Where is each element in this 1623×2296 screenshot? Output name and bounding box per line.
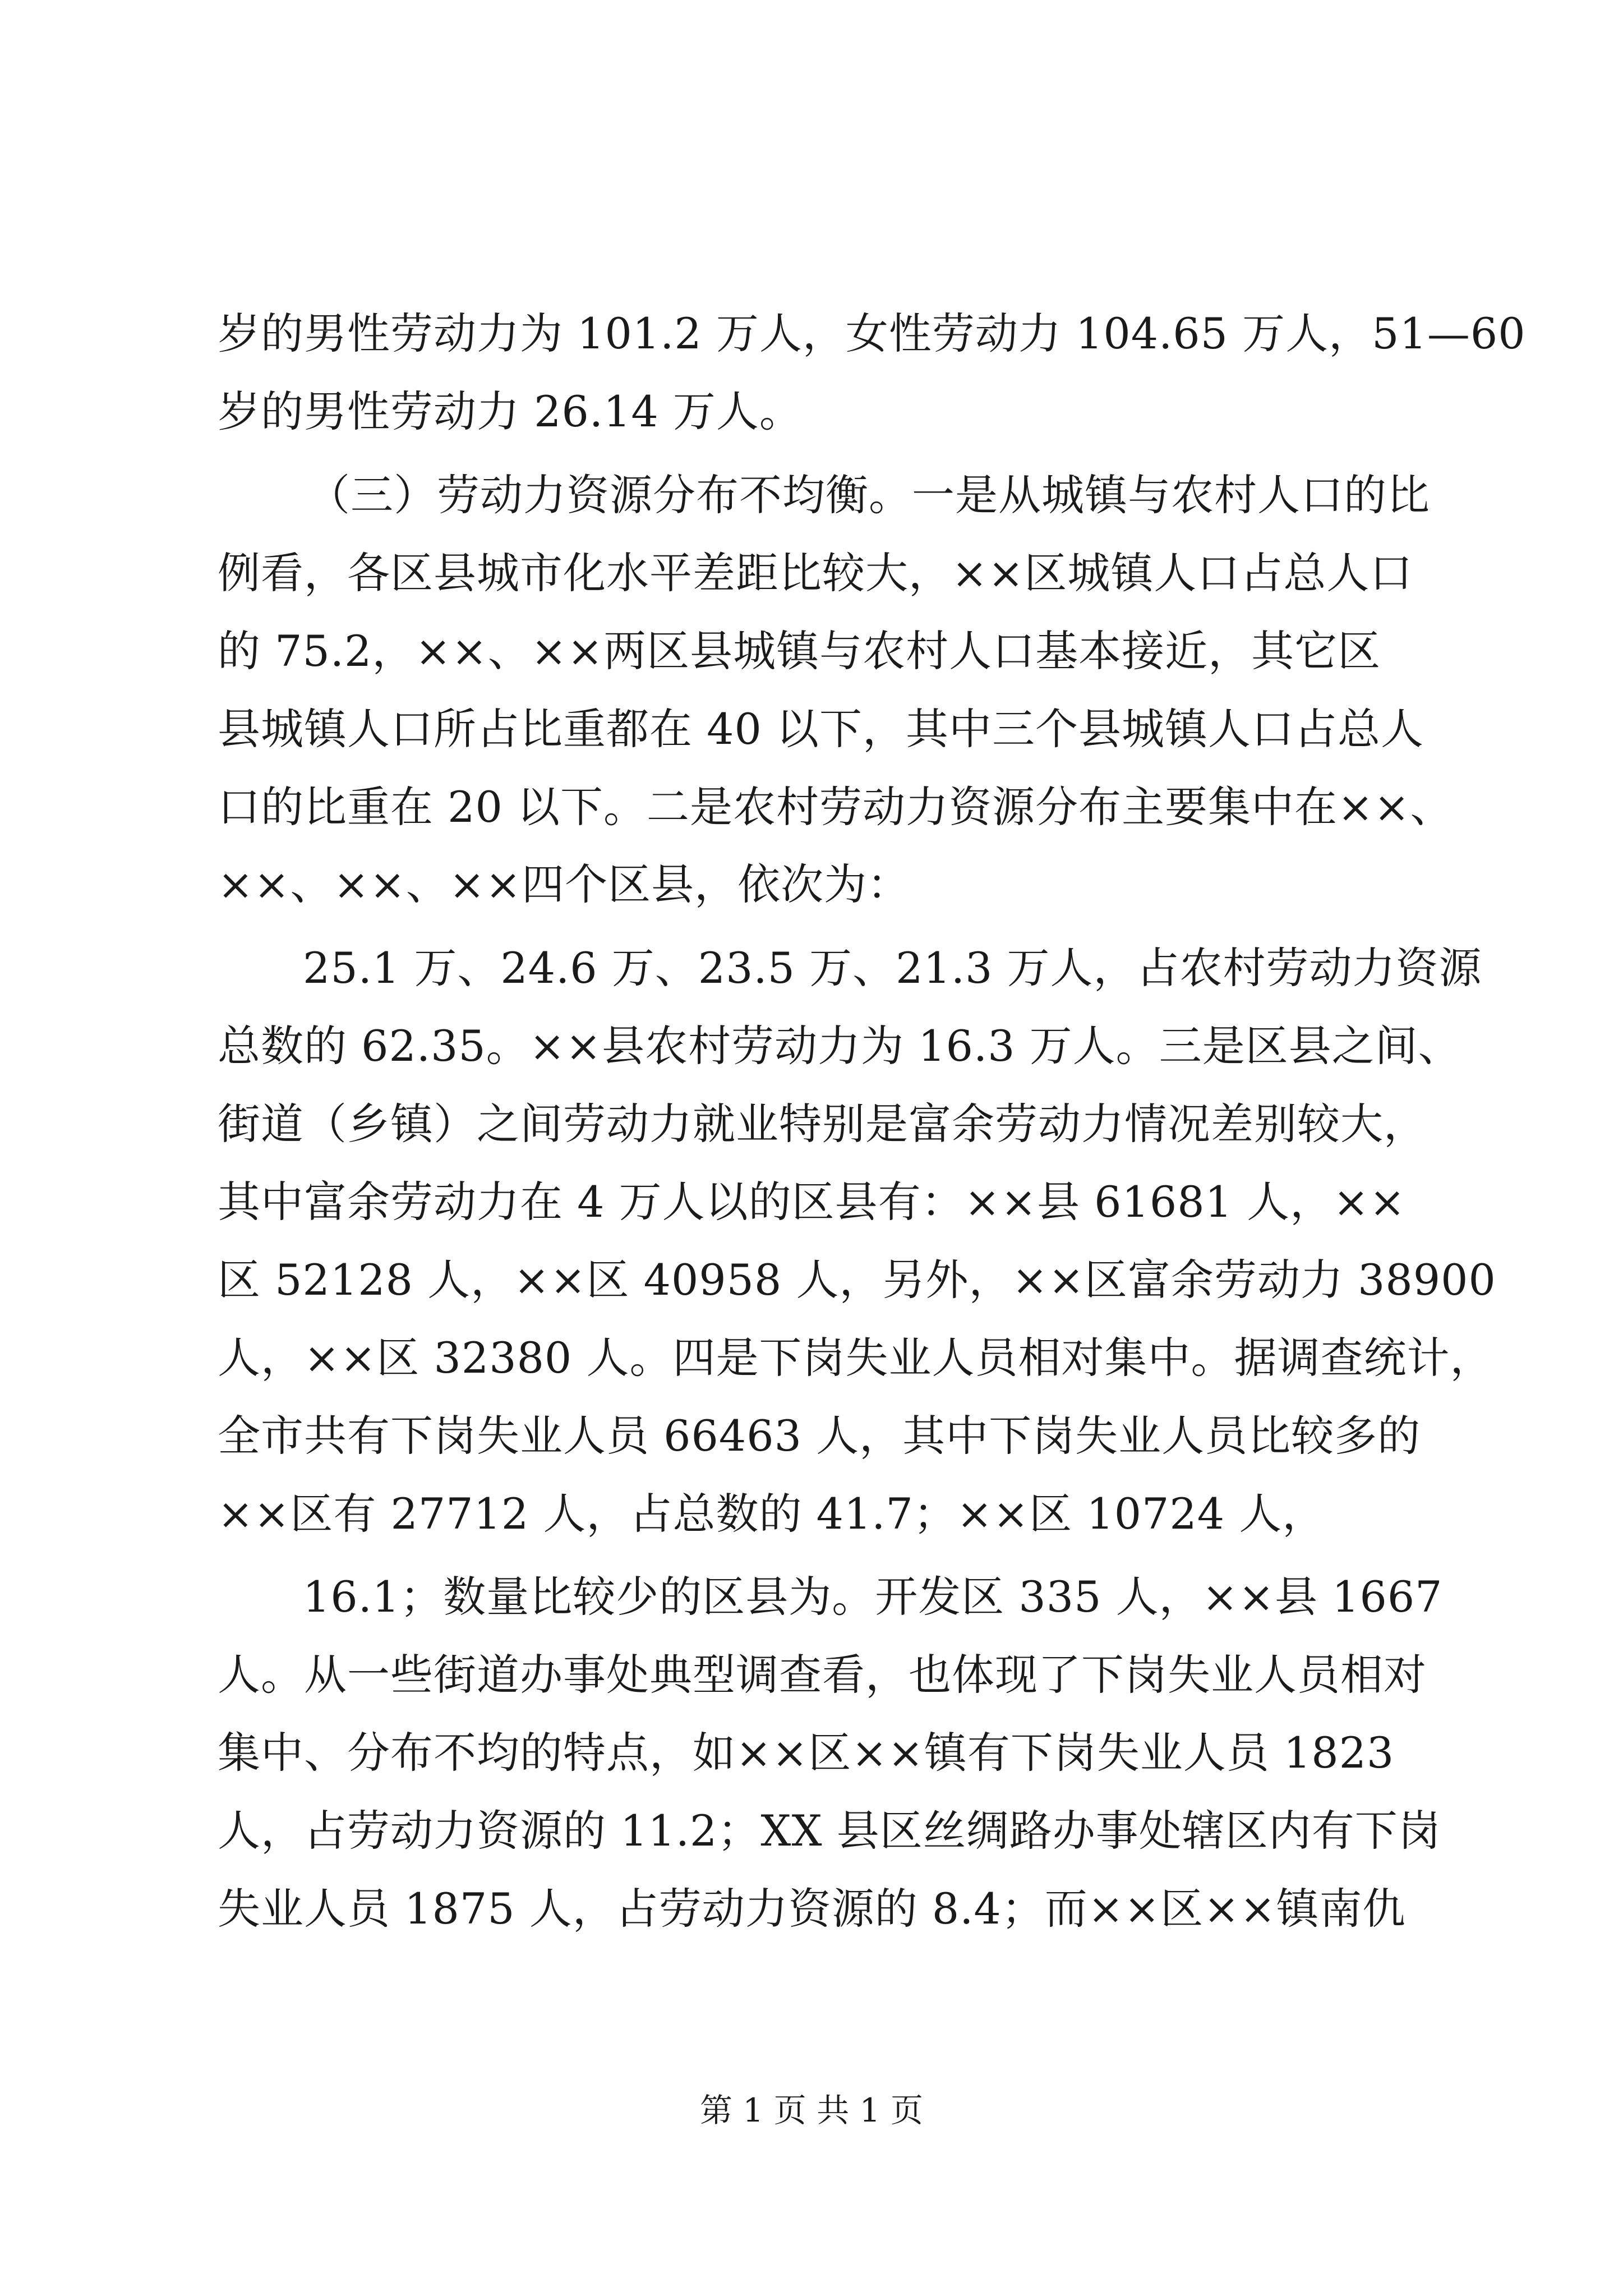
paragraph-line: 例看，各区县城市化水平差距比较大，××区城镇人口占总人口 xyxy=(218,548,1413,598)
paragraph-line: ××、××、××四个区县，依次为： xyxy=(218,859,911,909)
paragraph-line: 街道（乡镇）之间劳动力就业特别是富余劳动力情况差别较大， xyxy=(218,1099,1427,1149)
paragraph-line: 集中、分布不均的特点，如××区××镇有下岗失业人员 1823 xyxy=(218,1728,1395,1778)
paragraph-line: 人。从一些街道办事处典型调查看，也体现了下岗失业人员相对 xyxy=(218,1650,1427,1700)
paragraph-line: 岁的男性劳动力 26.14 万人。 xyxy=(218,386,803,436)
paragraph-line: 县城镇人口所占比重都在 40 以下，其中三个县城镇人口占总人 xyxy=(218,704,1424,754)
page-number-footer: 第 1 页 共 1 页 xyxy=(700,2091,923,2129)
paragraph-line: 人，占劳动力资源的 11.2；XX 县区丝绸路办事处辖区内有下岗 xyxy=(218,1806,1441,1856)
paragraph-line: 16.1；数量比较少的区县为。开发区 335 人，××县 1667 xyxy=(303,1572,1443,1622)
paragraph-line: 的 75.2，××、××两区县城镇与农村人口基本接近，其它区 xyxy=(218,626,1381,676)
paragraph-line: （三）劳动力资源分布不均衡。一是从城镇与农村人口的比 xyxy=(307,470,1430,520)
paragraph-line: 总数的 62.35。××县农村劳动力为 16.3 万人。三是区县之间、 xyxy=(218,1021,1461,1071)
paragraph-line: 全市共有下岗失业人员 66463 人，其中下岗失业人员比较多的 xyxy=(218,1411,1421,1461)
paragraph-line: 区 52128 人，××区 40958 人，另外，××区富余劳动力 38900 xyxy=(218,1255,1496,1305)
paragraph-line: ××区有 27712 人，占总数的 41.7；××区 10724 人， xyxy=(218,1489,1326,1539)
paragraph-line: 25.1 万、24.6 万、23.5 万、21.3 万人，占农村劳动力资源 xyxy=(303,943,1482,993)
paragraph-line: 口的比重在 20 以下。二是农村劳动力资源分布主要集中在××、 xyxy=(218,782,1454,832)
paragraph-line: 失业人员 1875 人，占劳动力资源的 8.4；而××区××镇南仇 xyxy=(218,1884,1406,1934)
paragraph-line: 人，××区 32380 人。四是下岗失业人员相对集中。据调查统计， xyxy=(218,1333,1493,1383)
paragraph-line: 岁的男性劳动力为 101.2 万人，女性劳动力 104.65 万人，51—60 xyxy=(218,309,1526,358)
paragraph-line: 其中富余劳动力在 4 万人以的区县有：××县 61681 人，×× xyxy=(218,1177,1406,1227)
